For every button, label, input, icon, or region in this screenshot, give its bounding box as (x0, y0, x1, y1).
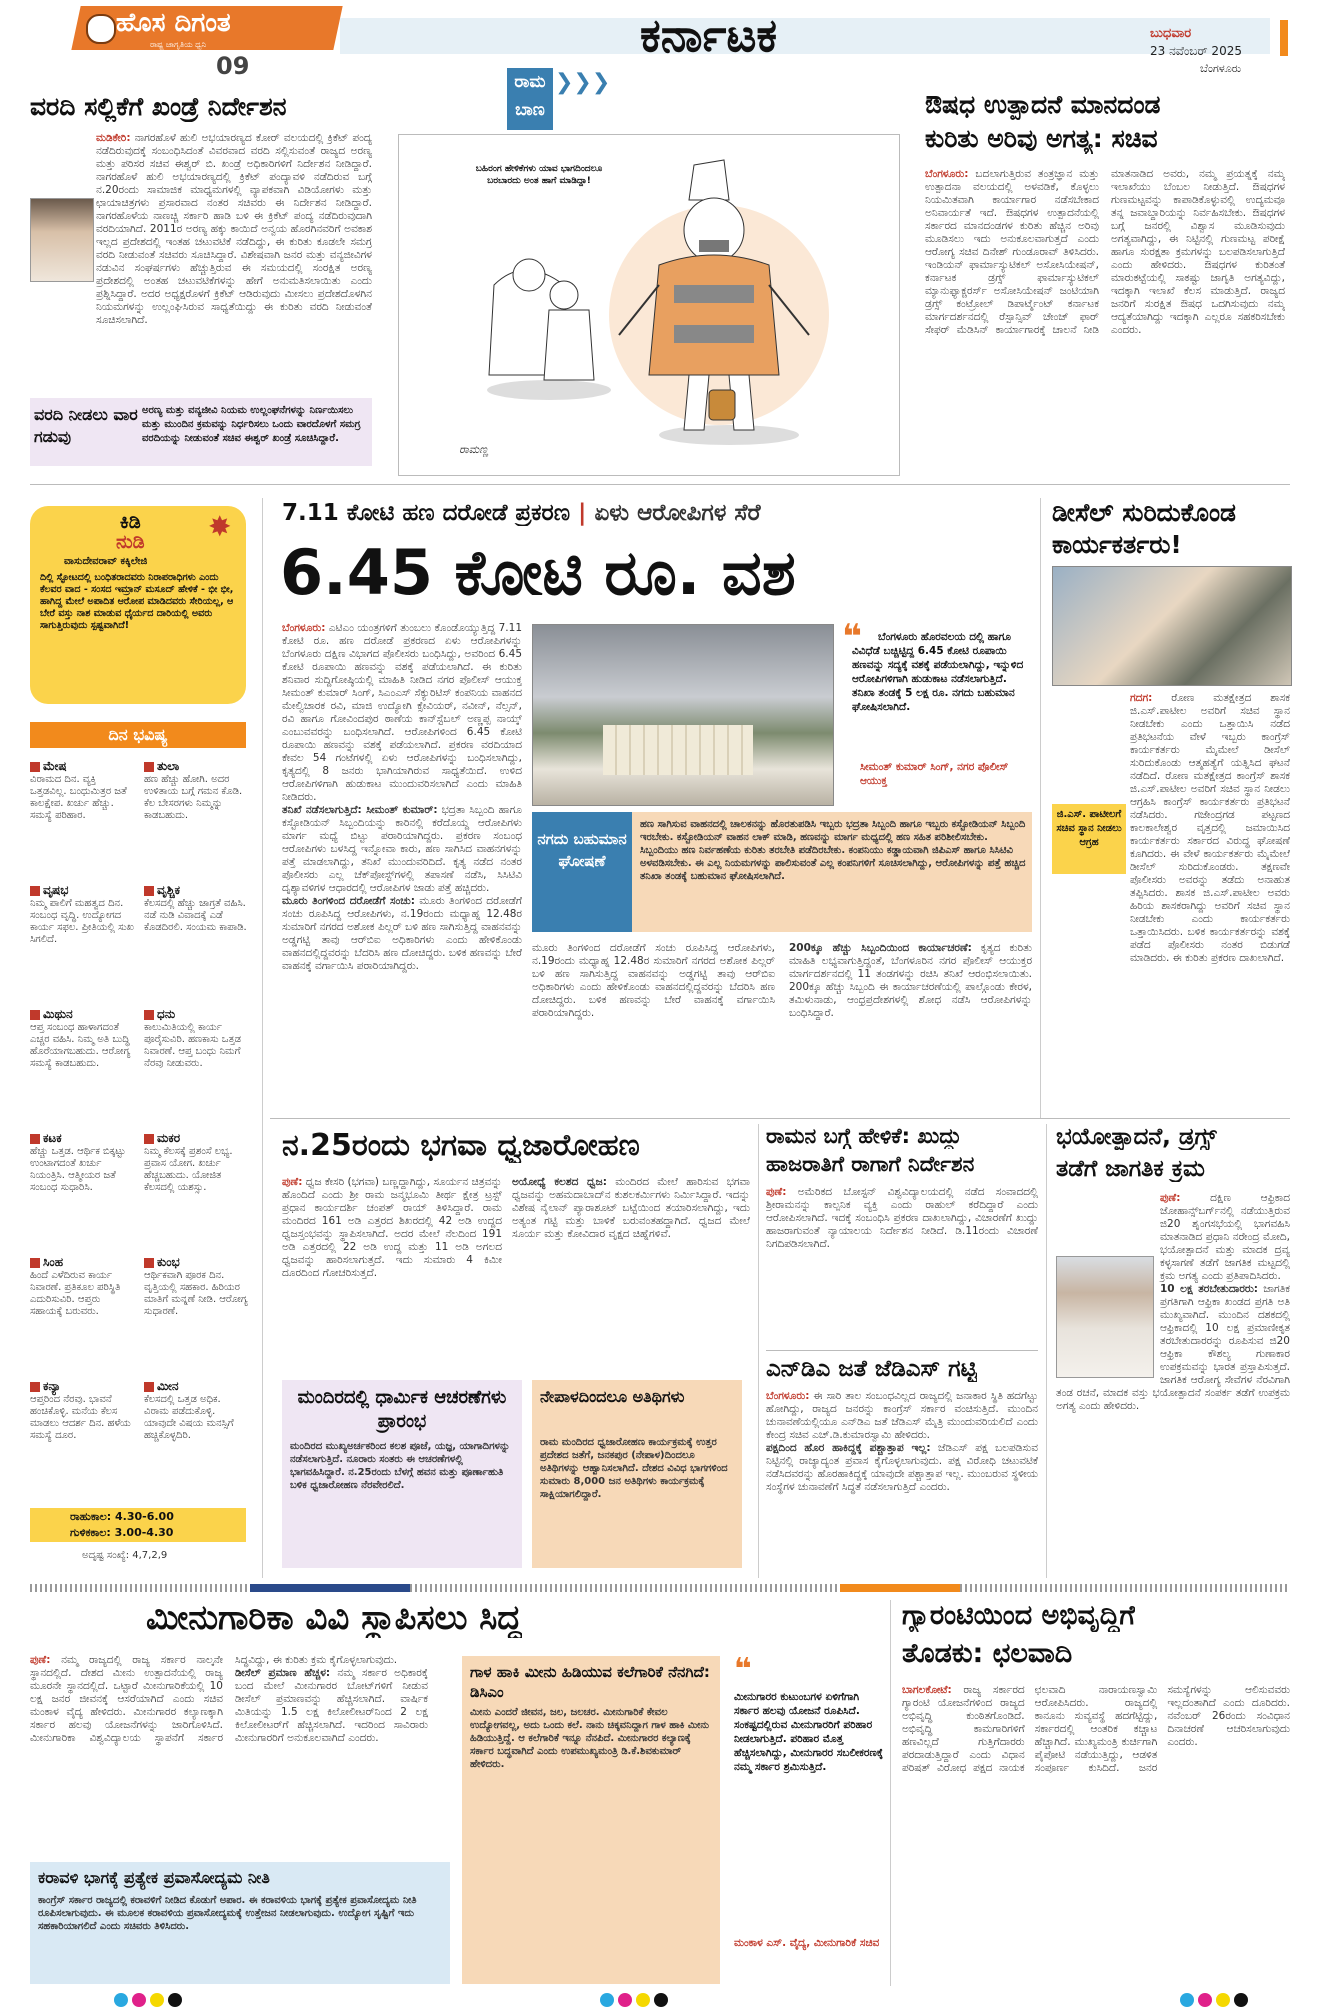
lead-quote-by: ಸೀಮಂತ್ ಕುಮಾರ್ ಸಿಂಗ್, ನಗರ ಪೊಲೀಸ್ ಆಯುಕ್ತ (860, 761, 1009, 787)
arrow-icon: ❯❯❯ (555, 70, 611, 95)
story6-sub: ಪಕ್ಷದಿಂದ ಹೊರ ಹಾಕಿದ್ದಕ್ಕೆ ಪಶ್ಚಾತ್ತಾಪ ಇಲ್ಲ: (766, 1442, 931, 1454)
story7-text2: ಜಾಗತಿಕ ಪ್ರಗತಿಗಾಗಿ ಆಫ್ರಿಕಾ ಖಂಡದ ಪ್ರಗತಿ ಅತಿ ಮುಖ್ಯವಾಗಿದೆ. ಮುಂದಿನ ದಶಕದಲ್ಲಿ ಆಫ್ರಿಕಾದಲ್ಲಿ 10 ಲಕ್ಷ ಪ್ರಮಾಣೀಕೃತ ತರಬೇತುದಾರರನ್ನು ರೂಪಿಸುವ ಜಿ20 ಆಫ್ರಿಕಾ ಕೌಶಲ್ಯ ಗುಣಾಕಾರ ಉಪಕ್ರಮವನ್ನು ಭಾರತ ಪ್ರಸ್ತಾಪಿಸುತ್ತದೆ. ಜಾಗತಿಕ ಆರೋಗ್ಯ ಸೇವೆಗಳ ನೆರವಿಗಾಗಿ ತಂಡ ರಚನೆ, ಮಾದಕ ವಸ್ತು ಭಯೋತ್ಪಾದನೆ ಸಂಪರ್ಕ ತಡೆಗೆ ಉಪಕ್ರಮ ಅಗತ್ಯ ಎಂದು ಹೇಳಿದರು. (1056, 1283, 1290, 1412)
date: 23 ನವೆಂಬರ್ 2025 (1150, 44, 1242, 58)
story1-body (30, 132, 372, 390)
story2-headline-line2: ಕುರಿತು ಅರಿವು ಅಗತ್ಯ: ಸಚಿವ (925, 124, 1158, 153)
story9-text: ರಾಜ್ಯ ಸರ್ಕಾರದ ಗ್ಯಾರಂಟಿ ಯೋಜನೆಗಳಿಂದ ರಾಜ್ಯದ ಅಭಿವೃದ್ಧಿ ಕುಂಠಿತಗೊಂಡಿದೆ. ಅಭಿವೃದ್ಧಿ ಕಾಮಗಾರಿಗಳಿಗೆ ಹಣವಿಲ್ಲದೆ ಗುತ್ತಿಗೆದಾರರು ಪರದಾಡುತ್ತಿದ್ದಾರೆ ಎಂದು ವಿಧಾನ ಪರಿಷತ್ ವಿರೋಧ ಪಕ್ಷದ ನಾಯಕ ಛಲವಾದಿ ನಾರಾಯಣಸ್ವಾಮಿ ಆರೋಪಿಸಿದರು. ರಾಜ್ಯದಲ್ಲಿ ಕಾನೂನು ಸುವ್ಯವಸ್ಥೆ ಹದಗೆಟ್ಟಿದ್ದು, ಸರ್ಕಾರದಲ್ಲಿ ಆಂತರಿಕ ಕಚ್ಚಾಟ ಹೆಚ್ಚಾಗಿದೆ. ಮುಖ್ಯಮಂತ್ರಿ ಕುರ್ಚಿಗಾಗಿ ಪೈಪೋಟಿ ನಡೆಯುತ್ತಿದ್ದು, ಆಡಳಿತ ಸಂಪೂರ್ಣ ಕುಸಿದಿದೆ. ಜನರ ಸಮಸ್ಯೆಗಳನ್ನು ಆಲಿಸುವವರು ಇಲ್ಲದಂತಾಗಿದೆ ಎಂದು ದೂರಿದರು. ನವೆಂಬರ್ 26ರಂದು ಸಂವಿಧಾನ ದಿನಾಚರಣೆ ಆಚರಿಸಲಾಗುವುದು ಎಂದರು. (902, 1684, 1290, 1774)
rahukala: ರಾಹುಕಾಲ: 4.30-6.00 (70, 1510, 174, 1523)
lead-sub3: 200ಕ್ಕೂ ಹೆಚ್ಚು ಸಿಬ್ಬಂದಿಯಿಂದ ಕಾರ್ಯಾಚರಣೆ: (789, 942, 972, 954)
story4-dateline: ಪುಣೆ: (282, 1176, 303, 1188)
lead-photo (532, 624, 834, 806)
reward-text: ಹಣ ಸಾಗಿಸುವ ವಾಹನದಲ್ಲಿ ಚಾಲಕನನ್ನು ಹೊರತುಪಡಿಸಿ ಇಬ್ಬರು ಭದ್ರತಾ ಸಿಬ್ಬಂದಿ ಹಾಗೂ ಇಬ್ಬರು ಕಸ್ಟೋಡಿಯನ್ ಸಿಬ್ಬಂದಿ ಇರಬೇಕು. ಕಸ್ಟೋಡಿಯನ್ ವಾಹನ ಲಾಕ್ ಮಾಡಿ, ಹಣವನ್ನು ಮಾರ್ಗ ಮಧ್ಯದಲ್ಲಿ ಹಣ ಸಹಿತ ಪರಿಶೀಲಿಸಬೇಕು. ಸಿಬ್ಬಂದಿಯು ಹಣ ನಿರ್ವಹಣೆಯ ಕುರಿತು ತರಬೇತಿ ಪಡೆದಿರಬೇಕು. ಕಂಪನಿಯು ಕಡ್ಡಾಯವಾಗಿ ಜಿಪಿಎಸ್ ಹಾಗೂ ಸಿಸಿಟಿವಿ ಅಳವಡಿಸಬೇಕು. ಈ ಎಲ್ಲ ನಿಯಮಗಳನ್ನು ಪಾಲಿಸುವಂತೆ ಎಲ್ಲ ಕಂಪನಿಗಳಿಗೆ ಸೂಚಿಸಲಾಗಿದ್ದು, ಆರೋಪಿಗಳನ್ನು ಪತ್ತೆ ಹಚ್ಚಿದ ತನಿಖಾ ತಂಡಕ್ಕೆ ಬಹುಮಾನ ಘೋಷಿಸಲಾಗಿದೆ. (640, 819, 1026, 882)
divider (270, 1118, 1290, 1119)
kidi-body: ದಿಲ್ಲಿ ಸ್ಫೋಟದಲ್ಲಿ ಬಂಧಿತರಾದವರು ನಿರಾಪರಾಧಿಗಳು ಎಂದು ಕೆಲವರ ವಾದ - ಸಂಸದ ಇಮ್ರಾನ್ ಮಸೂದ್ ಹೇಳಿಕೆ - ಭೀ ಭೀ, ಹಾಗಿದ್ದ ಮೇಲೆ ಅಪಾದಿತ ಆರೋಪ ಮಾಡಿದವರು ಸೇರಿಯಲ್ಲ, ಆ ಬೇರೆ ವಸ್ತು ನಾಶ ಮಾಡುವ ಧೈರ್ಯದ ದಾರಿಯಲ್ಲಿ ಅವರು ಸಾಗುತ್ತಿರುವುದು ಸ್ಪಷ್ಟವಾಗಿದೆ! (40, 572, 234, 631)
logo-emblem-icon (86, 14, 116, 44)
zodiac-icon (30, 762, 40, 772)
lead-text3-repeat: ಮೂರು ತಿಂಗಳಿಂದ ದರೋಡೆಗೆ ಸಂಚು ರೂಪಿಸಿದ್ದ ಆರೋಪಿಗಳು, ನ.19ರಂದು ಮಧ್ಯಾಹ್ನ 12.48ರ ಸುಮಾರಿಗೆ ನಗರದ ಅಶೋಕ ಪಿಲ್ಲರ್ ಬಳಿ ಹಣ ಸಾಗಿಸುತ್ತಿದ್ದ ವಾಹನವನ್ನು ಅಡ್ಡಗಟ್ಟಿ ತಾವು ಆರ್‌ಬಿಐ ಅಧಿಕಾರಿಗಳು ಎಂದು ಹೇಳಿಕೊಂಡು ವಾಹನದಲ್ಲಿದ್ದವರನ್ನು ಬೆದರಿಸಿ ಹಣ ದೋಚಿದ್ದರು. ಬಳಿಕ ಹಣವನ್ನು ಬೇರೆ ವಾಹನಕ್ಕೆ ವರ್ಗಾಯಿಸಿ ಪರಾರಿಯಾಗಿದ್ದರು. (532, 942, 775, 1019)
city: ಬೆಂಗಳೂರು (1200, 62, 1242, 75)
rashi-vrishchika: ವೃಶ್ಚಿಕ ಕೆಲಸದಲ್ಲಿ ಹೆಚ್ಚು ಜಾಗ್ರತೆ ವಹಿಸಿ. ನಡೆ ನುಡಿ ವಿವಾದಕ್ಕೆ ಎಡೆ ಕೊಡದಿರಲಿ. ಸಂಯಮ ಕಾಪಾಡಿ. (144, 883, 247, 933)
zodiac-icon (30, 1010, 40, 1020)
story7-headline-line2: ತಡೆಗೆ ಜಾಗತಿಕ ಕ್ರಮ (1056, 1156, 1205, 1182)
rashi-mithuna: ಮಿಥುನ ಆಪ್ತ ಸಂಬಂಧ ಹಾಳಾಗದಂತೆ ಎಚ್ಚರ ವಹಿಸಿ. ನಿಮ್ಮ ಅತಿ ಬುದ್ಧಿ ಹೊರೆಯಾಗಬಹುದು. ಆರೋಗ್ಯ ಸಮಸ್ಯೆ ಕಾಡಬಹುದು. (30, 1007, 131, 1069)
story5-headline-line2: ಹಾಜರಾತಿಗೆ ರಾಗಾಗೆ ನಿರ್ದೇಶನ (766, 1152, 975, 1176)
zodiac-icon (144, 1258, 154, 1268)
ritual-box-text: ಮಂದಿರದ ಮುಖ್ಯಅರ್ಚಕರಿಂದ ಕಲಶ ಪೂಜೆ, ಯಜ್ಞ, ಯಾಗಾದಿಗಳನ್ನು ನಡೆಸಲಾಗುತ್ತಿದೆ. ನೂರಾರು ಸಂತರು ಈ ಆಚರಣೆಗಳಲ್ಲಿ ಭಾಗವಹಿಸಿದ್ದಾರೆ. ನ.25ರಂದು ಬೆಳಗ್ಗೆ ಹವನ ಮತ್ತು ಪೂರ್ಣಾಹುತಿ ಬಳಿಕ ಧ್ವಜಾರೋಹಣ ನೆರವೇರಲಿದೆ. (290, 1441, 511, 1491)
section-title: ಕರ್ನಾಟಕ (640, 8, 778, 62)
story3-box: ಜಿ.ಎಸ್. ಪಾಟೀಲಗೆ ಸಚಿವ ಸ್ಥಾನ ನೀಡಲು ಆಗ್ರಹ (1052, 804, 1126, 874)
rashi-kanya: ಕನ್ಯಾ ಆಪ್ತರಿಂದ ನೆರವು. ಭಾವನೆ ಹಂಚಿಕೊಳ್ಳಿ. ಮನೆಯ ಕೆಲಸ ಮಾಡಲು ಆದರ್ಶ ದಿನ. ಹಳೆಯ ಸಮಸ್ಯೆ ದೂರ. (30, 1379, 131, 1441)
zodiac-icon (30, 1382, 40, 1392)
spark-icon: ✸ (208, 510, 232, 543)
lead-body (282, 622, 522, 1108)
story2-headline-line1: ಔಷಧ ಉತ್ಪಾದನೆ ಮಾನದಂಡ (925, 90, 1161, 119)
story5-text: ಅಮೆರಿಕದ ಬೋಸ್ಟನ್ ವಿಶ್ವವಿದ್ಯಾಲಯದಲ್ಲಿ ನಡೆದ ಸಂವಾದದಲ್ಲಿ ಶ್ರೀರಾಮನನ್ನು ಕಾಲ್ಪನಿಕ ವ್ಯಕ್ತಿ ಎಂದು ರಾಹುಲ್ ಕರೆದಿದ್ದಾರೆ ಎಂದು ಆರೋಪಿಸಲಾಗಿದೆ. ಇದಕ್ಕೆ ಸಂಬಂಧಿಸಿ ಪ್ರಕರಣ ದಾಖಲಾಗಿದ್ದು, ವಿಚಾರಣೆಗೆ ಖುದ್ದು ಹಾಜರಾಗುವಂತೆ ನ್ಯಾಯಾಲಯ ನಿರ್ದೇಶನ ನೀಡಿದೆ. ಡಿ.11ರಂದು ವಿಚಾರಣೆ ನಿಗದಿಪಡಿಸಲಾಗಿದೆ. (766, 1186, 1038, 1250)
zodiac-icon (30, 886, 40, 896)
story6-text2: ಜೆಡಿಎಸ್ ಪಕ್ಷ ಬಲಪಡಿಸುವ ನಿಟ್ಟಿನಲ್ಲಿ ರಾಜ್ಯಾದ್ಯಂತ ಪ್ರವಾಸ ಕೈಗೊಳ್ಳಲಾಗುವುದು. ಪಕ್ಷ ವಿರೋಧಿ ಚಟುವಟಿಕೆ ನಡೆಸಿದವರನ್ನು ಹೊರಹಾಕಿದ್ದಕ್ಕೆ ಯಾವುದೇ ಪಶ್ಚಾತ್ತಾಪ ಇಲ್ಲ. ಮುಂಬರುವ ಸ್ಥಳೀಯ ಸಂಸ್ಥೆಗಳ ಚುನಾವಣೆಗೆ ಸಿದ್ಧತೆ ನಡೆಸಲಾಗುತ್ತಿದೆ ಎಂದರು. (766, 1442, 1038, 1493)
zodiac-icon (144, 1010, 154, 1020)
registration-marks (114, 1992, 186, 2011)
coastal-box-text: ಕಾಂಗ್ರೆಸ್ ಸರ್ಕಾರ ರಾಜ್ಯದಲ್ಲಿ ಕರಾವಳಿಗೆ ನೀಡಿದ ಕೊಡುಗೆ ಅಪಾರ. ಈ ಕರಾವಳಿಯ ಭಾಗಕ್ಕೆ ಪ್ರತ್ಯೇಕ ಪ್ರವಾಸೋದ್ಯಮ ನೀತಿ ರೂಪಿಸಲಾಗುವುದು. ಈ ಮೂಲಕ ಕರಾವಳಿಯ ಪ್ರವಾಸೋದ್ಯಮಕ್ಕೆ ಉತ್ತೇಜನ ನೀಡಲಾಗುವುದು. ಉದ್ಯೋಗ ಸೃಷ್ಟಿಗೆ ಇದು ಸಹಕಾರಿಯಾಗಲಿದೆ ಎಂದು ಸಚಿವರು ತಿಳಿಸಿದರು. (38, 1895, 417, 1932)
zodiac-icon (30, 1134, 40, 1144)
day: ಬುಧವಾರ (1150, 26, 1192, 41)
rashi-makara: ಮಕರ ನಿಮ್ಮ ಕೆಲಸಕ್ಕೆ ಪ್ರಶಂಸೆ ಲಭ್ಯ. ಪ್ರವಾಸ ಯೋಗ. ಖರ್ಚು ಹೆಚ್ಚಬಹುದು. ಯೋಜಿತ ಕೆಲಸದಲ್ಲಿ ಯಶಸ್ಸು. (144, 1131, 233, 1193)
fishing-box-text: ಮೀನು ಎಂದರೆ ಜೀವನ, ಜಲ, ಜಲಚರ. ಮೀನುಗಾರಿಕೆ ಕೇವಲ ಉದ್ಯೋಗವಲ್ಲ, ಅದು ಒಂದು ಕಲೆ. ನಾನು ಚಿಕ್ಕವನಿದ್ದಾಗ ಗಾಳ ಹಾಕಿ ಮೀನು ಹಿಡಿಯುತ್ತಿದ್ದೆ. ಆ ಕಲೆಗಾರಿಕೆ ಇನ್ನೂ ನೆನಪಿದೆ. ಮೀನುಗಾರರ ಕಲ್ಯಾಣಕ್ಕೆ ಸರ್ಕಾರ ಬದ್ಧವಾಗಿದೆ ಎಂದು ಉಪಮುಖ್ಯಮಂತ್ರಿ ಡಿ.ಕೆ.ಶಿವಕುಮಾರ್ ಹೇಳಿದರು. (470, 1707, 710, 1770)
lead-kicker-text: 7.11 ಕೋಟಿ ಹಣ ದರೋಡೆ ಪ್ರಕರಣ (282, 500, 571, 526)
zodiac-icon (30, 1258, 40, 1268)
registration-marks (600, 1992, 672, 2011)
rashi-dhanu: ಧನು ಕಾಲುಮಿತಿಯಲ್ಲಿ ಕಾರ್ಯ ಪೂರೈಸುವಿರಿ. ಹಣಕಾಸು ಒತ್ತಡ ನಿವಾರಣೆ. ಆಪ್ತ ಬಂಧು ನಿಮಗೆ ನೆರವು ನೀಡುವರು. (144, 1007, 242, 1069)
story1-headline: ವರದಿ ಸಲ್ಲಿಕೆಗೆ ಖಂಡ್ರೆ ನಿರ್ದೇಶನ (30, 92, 287, 121)
fishing-box (462, 1656, 720, 1984)
section-rule-accent (250, 1584, 410, 1592)
story2-dateline: ಬೆಂಗಳೂರು: (925, 168, 969, 180)
divider (766, 1350, 1038, 1351)
rashi-kataka: ಕಟಕ ಹೆಚ್ಚು ಒತ್ತಡ. ಆರ್ಥಿಕ ಬಿಕ್ಕಟ್ಟು ಉಂಟಾಗದಂತೆ ಖರ್ಚು ನಿಯಂತ್ರಿಸಿ. ಆತ್ಮೀಯರ ಜತೆ ಸಂಬಂಧ ಸುಧಾರಿಸಿ. (30, 1131, 126, 1193)
story5-dateline: ಪುಣೆ: (766, 1186, 787, 1198)
horoscope-title: ದಿನ ಭವಿಷ್ಯ (108, 725, 168, 744)
lead-quote: ಬೆಂಗಳೂರು ಹೊರವಲಯ ದಲ್ಲಿ ಹಾಗೂ ವಿವಿಧೆಡೆ ಬಚ್ಚಿಟ್ಟಿದ್ದ 6.45 ಕೋಟಿ ರೂಪಾಯಿ ಹಣವನ್ನು ಸದ್ಯಕ್ಕೆ ವಶಕ್ಕೆ ಪಡೆಯಲಾಗಿದ್ದು, ಇನ್ನುಳಿದ ಆರೋಪಿಗಳಿಗಾಗಿ ಹುಡುಕಾಟ ನಡೆಸಲಾಗುತ್ತಿದೆ. ತನಿಖಾ ತಂಡಕ್ಕೆ 5 ಲಕ್ಷ ರೂ. ನಗದು ಬಹುಮಾನ ಘೋಷಿಸಲಾಗಿದೆ. (852, 631, 1024, 713)
story6-text: ಈ ಸಾರಿ ತಾಲ ಸಂಬಂಧವಿಲ್ಲದ ರಾಜ್ಯದಲ್ಲಿ ಜನಾಕಾರ ಸ್ಥಿತಿ ಹದಗೆಟ್ಟು ಹೋಗಿದ್ದು, ರಾಜ್ಯದ ಜನರನ್ನು ಕಾಂಗ್ರೆಸ್ ಸರ್ಕಾರ ವಂಚಿಸುತ್ತಿದೆ. ಮುಂದಿನ ಚುನಾವಣೆಯಲ್ಲಿಯೂ ಎನ್‌ಡಿಎ ಜತೆ ಜೆಡಿಎಸ್ ಮೈತ್ರಿ ಮುಂದುವರಿಯಲಿದೆ ಎಂದು ಕೇಂದ್ರ ಸಚಿವ ಎಚ್.ಡಿ.ಕುಮಾರಸ್ವಾಮಿ ಹೇಳಿದರು. (766, 1390, 1038, 1441)
fishing-box-title: ಗಾಳ ಹಾಕಿ ಮೀನು ಹಿಡಿಯುವ ಕಲೆಗಾರಿಕೆ ನೆನಗಿದೆ: ಡಿಸಿಎಂ (470, 1663, 710, 1701)
logo-subtitle: ರಾಷ್ಟ್ರ ಜಾಗೃತಿಯ ಧ್ವನಿ (150, 40, 207, 49)
cartoon-speech: ಬಹಿರಂಗ ಹೇಳಿಕೆಗಳು ಯಾವ ಭಾಗದಿಂದಲೂ ಬರಬಾರದು ಅಂತ ಹಾಗೆ ಮಾಡಿದ್ದಾ! (475, 164, 603, 186)
registration-marks (1180, 1992, 1252, 2011)
cartoon-drawing (399, 135, 899, 475)
page-number: 09 (216, 52, 250, 80)
story7-sub: 10 ಲಕ್ಷ ತರಬೇತುದಾರರು: (1160, 1283, 1259, 1295)
coastal-box (30, 1862, 450, 1984)
cartoon (398, 134, 900, 476)
story8-quote-by: ಮಂಕಾಳ ಎಸ್. ವೈದ್ಯ, ಮೀನುಗಾರಿಕೆ ಸಚಿವ (734, 1937, 880, 1949)
rashi-kumbha: ಕುಂಭ ಆರ್ಥಿಕವಾಗಿ ಪೂರಕ ದಿನ. ವೃತ್ತಿಯಲ್ಲಿ ಸಹಕಾರ. ಹಿರಿಯರ ಮಾತಿಗೆ ಮನ್ನಣೆ ನೀಡಿ. ಆರೋಗ್ಯ ಸುಧಾರಣೆ. (144, 1255, 248, 1317)
story2-body (925, 168, 1285, 468)
quote-icon: ❝ (842, 617, 862, 657)
story3-text: ರೋಣ ಮತಕ್ಷೇತ್ರದ ಶಾಸಕ ಜಿ.ಎಸ್.ಪಾಟೀಲ ಅವರಿಗೆ ಸಚಿವ ಸ್ಥಾನ ನೀಡಬೇಕು ಎಂದು ಒತ್ತಾಯಿಸಿ ನಡೆದ ಪ್ರತಿಭಟನೆಯ ವೇಳೆ ಇಬ್ಬರು ಕಾಂಗ್ರೆಸ್ ಕಾರ್ಯಕರ್ತರು ಮೈಮೇಲೆ ಡೀಸೆಲ್ ಸುರಿದುಕೊಂಡು ಆತ್ಮಹತ್ಯೆಗೆ ಯತ್ನಿಸಿದ ಘಟನೆ ನಡೆದಿದೆ. ರೋಣ ಮತಕ್ಷೇತ್ರದ ಕಾಂಗ್ರೆಸ್ ಶಾಸಕ ಜಿ.ಎಸ್.ಪಾಟೀಲ ಅವರಿಗೆ ಸಚಿವ ಸ್ಥಾನ ನೀಡಲು ಆಗ್ರಹಿಸಿ ಕಾಂಗ್ರೆಸ್ ಕಾರ್ಯಕರ್ತರು ಪ್ರತಿಭಟನೆ ನಡೆಸಿದರು. ಗಜೇಂದ್ರಗಡ ಪಟ್ಟಣದ ಕಾಲಕಾಲೇಶ್ವರ ವೃತ್ತದಲ್ಲಿ ಜಮಾಯಿಸಿದ ಕಾರ್ಯಕರ್ತರು ಸರ್ಕಾರದ ವಿರುದ್ಧ ಘೋಷಣೆ ಕೂಗಿದರು. ಈ ವೇಳೆ ಕಾರ್ಯಕರ್ತರು ಮೈಮೇಲೆ ಡೀಸೆಲ್ ಸುರಿದುಕೊಂಡರು. ತಕ್ಷಣವೇ ಪೊಲೀಸರು ಅವರನ್ನು ತಡೆದು ಅನಾಹುತ ತಪ್ಪಿಸಿದರು. ಶಾಸಕ ಜಿ.ಎಸ್.ಪಾಟೀಲ ಅವರು ಹಿರಿಯ ಶಾಸಕರಾಗಿದ್ದು ಅವರಿಗೆ ಸಚಿವ ಸ್ಥಾನ ನೀಡಬೇಕು ಎಂದು ಕಾರ್ಯಕರ್ತರು ಒತ್ತಾಯಿಸಿದರು. ಬಳಿಕ ಕಾರ್ಯಕರ್ತರನ್ನು ವಶಕ್ಕೆ ಪಡೆದ ಪೊಲೀಸರು ನಂತರ ಬಿಡುಗಡೆ ಮಾಡಿದರು. ಈ ಕುರಿತು ಪ್ರಕರಣ ದಾಖಲಾಗಿದೆ. (1130, 692, 1290, 964)
story6-headline: ಎನ್‌ಡಿಎ ಜತೆ ಜೆಡಿಎಸ್ ಗಟ್ಟಿ (766, 1356, 978, 1382)
rashi-vrishabha: ವೃಷಭ ನಿಮ್ಮ ಪಾಲಿಗೆ ಮಹತ್ವದ ದಿನ. ಸಂಬಂಧ ವೃದ್ಧಿ. ಉದ್ಯೋಗದ ಕಾರ್ಯ ಸಫಲ. ಪ್ರೀತಿಯಲ್ಲಿ ಸುಖ ಸಿಗಲಿದೆ. (30, 883, 134, 945)
kidi-author: ವಾಸುದೇವರಾವ್ ಕಕ್ಕಿಲೇಜಿ (64, 556, 148, 567)
story4-col2-title: ಅಯೋಧ್ಯೆ ಕಲಶದ ಧ್ವಜ: (512, 1176, 607, 1188)
section-rule-accent (840, 1584, 960, 1592)
cartoon-signature: ರಾಮಣ್ಣ (459, 443, 489, 456)
story8-headline: ಮೀನುಗಾರಿಕಾ ವಿವಿ ಸ್ಥಾಪಿಸಲು ಸಿದ್ಧ (146, 1598, 522, 1638)
story8-quote: ಮೀನುಗಾರರ ಕುಟುಂಬಗಳ ಏಳಿಗೆಗಾಗಿ ಸರ್ಕಾರ ಹಲವು ಯೋಜನೆ ರೂಪಿಸಿದೆ. ಸಂಕಷ್ಟದಲ್ಲಿರುವ ಮೀನುಗಾರರಿಗೆ ಪರಿಹಾರ ನೀಡಲಾಗುತ್ತಿದೆ. ಪರಿಹಾರ ಮೊತ್ತ ಹೆಚ್ಚಿಸಲಾಗಿದ್ದು, ಮೀನುಗಾರರ ಸಬಲೀಕರಣಕ್ಕೆ ನಮ್ಮ ಸರ್ಕಾರ ಶ್ರಮಿಸುತ್ತಿದೆ. (734, 1691, 883, 1773)
story4-col2 (512, 1176, 750, 1376)
story1-text: ನಾಗರಹೊಳೆ ಹುಲಿ ಅಭಯಾರಣ್ಯದ ಕೋರ್ ವಲಯದಲ್ಲಿ ಕ್ರಿಕೆಟ್ ಪಂದ್ಯ ನಡೆದಿರುವುದಕ್ಕೆ ಸಂಬಂಧಿಸಿದಂತೆ ವಿವರವಾದ ವರದಿ ಸಲ್ಲಿಸುವಂತೆ ರಾಜ್ಯದ ಅರಣ್ಯ ಮತ್ತು ಪರಿಸರ ಸಚಿವ ಈಶ್ವರ್ ಬಿ. ಖಂಡ್ರೆ ಅಧಿಕಾರಿಗಳಿಗೆ ನಿರ್ದೇಶನ ನೀಡಿದ್ದಾರೆ. ನಾಗರಹೊಳೆ ಹುಲಿ ಅಭಯಾರಣ್ಯದಲ್ಲಿ ಕ್ರಿಕೆಟ್ ಪಂದ್ಯಾವಳಿ ನಡೆದಿರುವ ಬಗ್ಗೆ ನ.20ರಂದು ಸಾಮಾಜಿಕ ಮಾಧ್ಯಮಗಳಲ್ಲಿ ವ್ಯಾಪಕವಾಗಿ ವಿಡಿಯೋಗಳು ಮತ್ತು ಛಾಯಾಚಿತ್ರಗಳು ಪ್ರಸಾರವಾದ ನಂತರ ಸಚಿವರು ಈ ನಿರ್ದೇಶನ ನೀಡಿದ್ದಾರೆ. ನಾಗರಹೊಳೆಯ ನಾಣಚ್ಚಿ ಸರ್ಕಾರಿ ಹಾಡಿ ಬಳಿ ಈ ಕ್ರಿಕೆಟ್ ಪಂದ್ಯ ನಡೆದಿರುವುದಾಗಿ ವರದಿಯಾಗಿದೆ. 2011ರ ಅರಣ್ಯ ಹಕ್ಕು ಕಾಯಿದೆ ಅನ್ವಯ ಹೊರಗಿನವರಿಗೆ ಅವಕಾಶ ಇಲ್ಲದ ಪ್ರದೇಶದಲ್ಲಿ ಇಂತಹ ಚಟುವಟಿಕೆ ನಡೆದಿದ್ದು, ಈ ಕುರಿತು ಕೂಡಲೇ ಸಮಗ್ರ ವರದಿ ನೀಡುವಂತೆ ಸಚಿವರು ಸೂಚಿಸಿದ್ದಾರೆ. ವಿಶೇಷವಾಗಿ ಜನರ ಮತ್ತು ವನ್ಯಜೀವಿಗಳ ನಡುವಿನ ಸಂಘರ್ಷಗಳು ಹೆಚ್ಚುತ್ತಿರುವ ಈ ಸಮಯದಲ್ಲಿ ಸಂರಕ್ಷಿತ ಅರಣ್ಯ ಪ್ರದೇಶದಲ್ಲಿ ಅಂತಹ ಚಟುವಟಿಕೆಗಳನ್ನು ಹೇಗೆ ಅನುಮತಿಸಲಾಯಿತು ಎಂದು ಪ್ರಶ್ನಿಸಿದ್ದಾರೆ. ಅದರ ಅಧ್ಯಕ್ಷರೊಳಗೆ ಕ್ರಿಕೆಟ್ ಆಡಿರುವುದು ಮೀಸಲು ಪ್ರದೇಶದೊಳಗಿನ ನಿಯಮಗಳನ್ನು ಉಲ್ಲಂಘಿಸಿರುವ ಸಾಧ್ಯತೆಯಿದ್ದು ಈ ಕುರಿತು ವರದಿ ನೀಡುವಂತೆ ಸೂಚಿಸಲಾಗಿದೆ. (96, 132, 372, 326)
story7-dateline: ಪುಣೆ: (1160, 1192, 1181, 1204)
masthead-band (340, 18, 1270, 54)
story9-headline-line2: ತೊಡಕು: ಛಲವಾದಿ (902, 1638, 1073, 1669)
zodiac-icon (144, 1134, 154, 1144)
lead-kicker: 7.11 ಕೋಟಿ ಹಣ ದರೋಡೆ ಪ್ರಕರಣ | ಏಳು ಆರೋಪಿಗಳ ಸೆರೆ (282, 500, 761, 526)
lead-text2: ಭದ್ರತಾ ಸಿಬ್ಬಂದಿ ಹಾಗೂ ಕಸ್ಟೋಡಿಯನ್ ಸಿಬ್ಬಂದಿಯನ್ನು ಕಾರಿನಲ್ಲಿ ಕರೆದೊಯ್ದ ಆರೋಪಿಗಳು ಮಾರ್ಗ ಮಧ್ಯೆ ಬಿಟ್ಟು ಪರಾರಿಯಾಗಿದ್ದರು. ಪ್ರಕರಣ ಸಂಬಂಧ ಆರೋಪಿಗಳು ಬಳಸಿದ್ದ ಇನ್ನೋವಾ ಕಾರು, ಹಣ ಸಾಗಿಸಿದ ವಾಹನಗಳನ್ನು ಪತ್ತೆ ಮಾಡಲಾಗಿದ್ದು, ತನಿಖೆ ಮುಂದುವರಿದಿದೆ. ಕೃತ್ಯ ನಡೆದ ನಂತರ ಪೊಲೀಸರು ಎಲ್ಲ ಚೆಕ್‌ಪೋಸ್ಟ್‌ಗಳಲ್ಲಿ ತಪಾಸಣೆ ನಡೆಸಿ, ಸಿಸಿಟಿವಿ ದೃಶ್ಯಾವಳಿಗಳ ಆಧಾರದಲ್ಲಿ ಆರೋಪಿಗಳ ಜಾಡು ಪತ್ತೆ ಹಚ್ಚಿದರು. (282, 804, 522, 894)
story3-dateline: ಗದಗ: (1130, 692, 1153, 704)
zodiac-icon (144, 762, 154, 772)
lead-kicker2: ಏಳು ಆರೋಪಿಗಳ ಸೆರೆ (594, 500, 761, 526)
horoscope-title-bar (30, 722, 246, 748)
kidi-title-line2: ನುಡಿ (116, 531, 145, 553)
story5-body (766, 1186, 1038, 1344)
lead-headline: 6.45 ಕೋಟಿ ರೂ. ವಶ (280, 536, 796, 609)
rashi-simha: ಸಿಂಹ ಹಿಂದೆ ಎಳೆದಿರುವ ಕಾರ್ಯ ನಿವಾರಣೆ. ಪ್ರತಿಕೂಲ ಪರಿಸ್ಥಿತಿ ಎದುರಿಸುವಿರಿ. ಆಪ್ತರು ಸಹಾಯಕ್ಕೆ ಬರುವರು. (30, 1255, 121, 1317)
story3-headline-line1: ಡೀಸೆಲ್ ಸುರಿದುಕೊಂಡ (1052, 498, 1236, 527)
story8-text: ನಮ್ಮ ರಾಜ್ಯದಲ್ಲಿ ರಾಜ್ಯ ಸರ್ಕಾರ ನಾಲ್ಕನೇ ಸ್ಥಾನದಲ್ಲಿದೆ. ದೇಶದ ಮೀನು ಉತ್ಪಾದನೆಯಲ್ಲಿ ರಾಜ್ಯ ಮೂರನೇ ಸ್ಥಾನದಲ್ಲಿದೆ. ಒಟ್ಟಾರೆ ಮೀನುಗಾರಿಕೆಯಲ್ಲಿ 10 ಲಕ್ಷ ಜನರ ಜೀವನಕ್ಕೆ ಆಸರೆಯಾಗಿದೆ ಎಂದು ಸಚಿವ ಮಂಕಾಳ ವೈದ್ಯ ಹೇಳಿದರು. ಮೀನುಗಾರರ ಕಲ್ಯಾಣಕ್ಕಾಗಿ ಸರ್ಕಾರ ಹಲವು ಯೋಜನೆಗಳನ್ನು ಜಾರಿಗೊಳಿಸಿದೆ. ಮೀನುಗಾರಿಕಾ ವಿಶ್ವವಿದ್ಯಾಲಯ ಸ್ಥಾಪನೆಗೆ ಸರ್ಕಾರ ಸಿದ್ಧವಿದ್ದು, ಈ ಕುರಿತು ಕ್ರಮ ಕೈಗೊಳ್ಳಲಾಗುವುದು. (30, 1654, 398, 1744)
zodiac-icon (144, 1382, 154, 1392)
lead-sub2: ಮೂರು ತಿಂಗಳಿಂದ ದರೋಡೆಗೆ ಸಂಚು: (282, 895, 415, 907)
divider (890, 1600, 891, 1986)
kidi-nudi-box (30, 506, 246, 704)
story8-sub: ಡೀಸೆಲ್ ಪ್ರಮಾಣ ಹೆಚ್ಚಳ: (235, 1667, 331, 1679)
divider (1040, 498, 1041, 1118)
story1-box-title: ವರದಿ ನೀಡಲು ವಾರ ಗಡುವು (34, 405, 138, 446)
reward-title: ನಗದು ಬಹುಮಾನ ಘೋಷಣೆ (532, 812, 632, 932)
lead-dateline: ಬೆಂಗಳೂರು: (282, 622, 326, 634)
story9-dateline: ಬಾಗಲಕೋಟೆ: (902, 1684, 952, 1696)
rahukala-box (30, 1508, 246, 1542)
story4-headline: ನ.25ರಂದು ಭಗವಾ ಧ್ವಜಾರೋಹಣ (282, 1128, 640, 1163)
cartoon-tag (507, 68, 553, 130)
logo-text: ಹೊಸ ದಿಗಂತ (116, 8, 231, 38)
coastal-box-title: ಕರಾವಳಿ ಭಾಗಕ್ಕೆ ಪ್ರತ್ಯೇಕ ಪ್ರವಾಸೋದ್ಯಮ ನೀತಿ (38, 1868, 270, 1887)
story3-body (1052, 692, 1290, 1108)
rashi-tula: ತುಲಾ ಹಣ ಹೆಚ್ಚು ಹೋಗಿ. ಅದರ ಉಳಿತಾಯ ಬಗ್ಗೆ ಗಮನ ಕೊಡಿ. ಕೆಲ ಬೇಸರಗಳು ನಿಮ್ಮನ್ನು ಕಾಡಬಹುದು. (144, 759, 243, 821)
accent-bar (1280, 20, 1288, 56)
rashi-meena: ಮೀನ ಕೆಲಸದಲ್ಲಿ ಒತ್ತಡ ಅಧಿಕ. ವಿರಾಮ ಪಡೆದುಕೊಳ್ಳಿ. ಯಾವುದೇ ವಿಷಯ ಮನಸ್ಸಿಗೆ ಹಚ್ಚಿಕೊಳ್ಳದಿರಿ. (144, 1379, 234, 1441)
story7-body (1056, 1192, 1290, 1572)
kidi-title (116, 512, 145, 552)
nepal-box-title: ನೇಪಾಳದಿಂದಲೂ ಅತಿಥಿಗಳು (540, 1387, 685, 1406)
story7-headline-line1: ಭಯೋತ್ಪಾದನೆ, ಡ್ರಗ್ಸ್ (1056, 1124, 1217, 1150)
story8-text2: ನಮ್ಮ ಸರ್ಕಾರ ಅಧಿಕಾರಕ್ಕೆ ಬಂದ ಮೇಲೆ ಮೀನುಗಾರರ ಬೋಟ್‌ಗಳಿಗೆ ನೀಡುವ ಡೀಸೆಲ್ ಪ್ರಮಾಣವನ್ನು ಹೆಚ್ಚಿಸಲಾಗಿದೆ. ವಾರ್ಷಿಕ ಮಿತಿಯನ್ನು 1.5 ಲಕ್ಷ ಕಿಲೋಲೀಟರ್‌ನಿಂದ 2 ಲಕ್ಷ ಕಿಲೋಲೀಟರ್‌ಗೆ ಹೆಚ್ಚಿಸಲಾಗಿದೆ. ಇದರಿಂದ ಸಾವಿರಾರು ಮೀನುಗಾರರಿಗೆ ಅನುಕೂಲವಾಗಿದೆ ಎಂದರು. (235, 1667, 428, 1744)
story4-text: ಧ್ವಜ ಕೇಸರಿ (ಭಗವಾ) ಬಣ್ಣದ್ದಾಗಿದ್ದು, ಸೂರ್ಯನ ಚಿತ್ರವನ್ನು ಹೊಂದಿದೆ ಎಂದು ಶ್ರೀ ರಾಮ ಜನ್ಮಭೂಮಿ ತೀರ್ಥ ಕ್ಷೇತ್ರ ಟ್ರಸ್ಟ್ ಪ್ರಧಾನ ಕಾರ್ಯದರ್ಶಿ ಚಂಪತ್ ರಾಯ್ ತಿಳಿಸಿದ್ದಾರೆ. ರಾಮ ಮಂದಿರದ 161 ಅಡಿ ಎತ್ತರದ ಶಿಖರದಲ್ಲಿ 42 ಅಡಿ ಉದ್ದದ ಧ್ವಜಸ್ತಂಭವನ್ನು ಸ್ಥಾಪಿಸಲಾಗಿದೆ. ಅದರ ಮೇಲೆ ನೆಲದಿಂದ 191 ಅಡಿ ಎತ್ತರದಲ್ಲಿ 22 ಅಡಿ ಉದ್ದ ಮತ್ತು 11 ಅಡಿ ಅಗಲದ ಧ್ವಜವನ್ನು ಹಾರಿಸಲಾಗುತ್ತದೆ. ಇದು ಸುಮಾರು 4 ಕಿಮೀ ದೂರದಿಂದ ಗೋಚರಿಸುತ್ತದೆ. (282, 1176, 502, 1279)
divider (262, 498, 263, 1578)
lead-text1: ಎಟಿಎಂ ಯಂತ್ರಗಳಿಗೆ ತುಂಬಲು ಕೊಂಡೊಯ್ಯುತ್ತಿದ್ದ 7.11 ಕೋಟಿ ರೂ. ಹಣ ದರೋಡೆ ಪ್ರಕರಣದ ಏಳು ಆರೋಪಿಗಳನ್ನು ಬೆಂಗಳೂರು ದಕ್ಷಿಣ ವಿಭಾಗದ ಪೊಲೀಸರು ಬಂಧಿಸಿದ್ದು, ಅವರಿಂದ 6.45 ಕೋಟಿ ರೂಪಾಯಿ ಹಣವನ್ನು ವಶಕ್ಕೆ ಪಡೆಯಲಾಗಿದೆ. ಈ ಕುರಿತು ಶನಿವಾರ ಸುದ್ದಿಗೋಷ್ಠಿಯಲ್ಲಿ ಮಾಹಿತಿ ನೀಡಿದ ನಗರ ಪೊಲೀಸ್ ಆಯುಕ್ತ ಸೀಮಂತ್ ಕುಮಾರ್ ಸಿಂಗ್, ಸಿಎಂಎಸ್ ಸೆಕ್ಯುರಿಟಿಸ್ ಕಂಪನಿಯ ವಾಹನದ ಮೇಲ್ವಿಚಾರಕ ರವಿ, ಮಾಜಿ ಉದ್ಯೋಗಿ ಕ್ಸೇವಿಯರ್, ನವೀನ್, ನೆಲ್ಸನ್, ರವಿ ಹಾಗೂ ಗೋವಿಂದಪುರ ಠಾಣೆಯ ಕಾನ್‌ಸ್ಟೆಬಲ್ ಅಣ್ಣಪ್ಪ ನಾಯ್ಕ್ ಎಂಬುವವರನ್ನು ಬಂಧಿಸಲಾಗಿದೆ. ಆರೋಪಿಗಳಿಂದ 6.45 ಕೋಟಿ ರೂಪಾಯಿ ಹಣವನ್ನು ವಶಕ್ಕೆ ಪಡೆಯಲಾಗಿದೆ. ಪ್ರಕರಣ ವರದಿಯಾದ ಕೇವಲ 54 ಗಂಟೆಗಳಲ್ಲಿ ಏಳು ಆರೋಪಿಗಳನ್ನು ಬಂಧಿಸಲಾಗಿದ್ದು, ಕೃತ್ಯದಲ್ಲಿ 8 ಜನರು ಭಾಗಿಯಾಗಿರುವ ಸಾಧ್ಯತೆಯಿದೆ. ಉಳಿದ ಆರೋಪಿಗಳಿಗಾಗಿ ಹುಡುಕಾಟ ಮುಂದುವರಿಸಲಾಗಿದೆ ಎಂದು ಮಾಹಿತಿ ನೀಡಿದರು. (282, 622, 522, 803)
story6-body (766, 1390, 1038, 1570)
gulikakala: ಗುಳಿಕಕಾಲ: 3.00-4.30 (70, 1526, 174, 1539)
lead-body-lower (532, 942, 1032, 1108)
story1-dateline: ಮಡಿಕೇರಿ: (96, 132, 131, 144)
ritual-box (282, 1380, 522, 1568)
story8-dateline: ಪುಣೆ: (30, 1654, 51, 1666)
story3-photo (1052, 566, 1292, 686)
story9-headline-line1: ಗ್ಯಾರಂಟಿಯಿಂದ ಅಭಿವೃದ್ಧಿಗೆ (902, 1600, 1136, 1631)
story7-text: ದಕ್ಷಿಣ ಆಫ್ರಿಕಾದ ಜೋಹಾನ್ಸ್‌ಬರ್ಗ್‌ನಲ್ಲಿ ನಡೆಯುತ್ತಿರುವ ಜಿ20 ಶೃಂಗಸಭೆಯಲ್ಲಿ ಭಾಗವಹಿಸಿ ಮಾತನಾಡಿದ ಪ್ರಧಾನಿ ನರೇಂದ್ರ ಮೋದಿ, ಭಯೋತ್ಪಾದನೆ ಮತ್ತು ಮಾದಕ ದ್ರವ್ಯ ಕಳ್ಳಸಾಗಣೆ ತಡೆಗೆ ಜಾಗತಿಕ ಮಟ್ಟದಲ್ಲಿ ಕ್ರಮ ಅಗತ್ಯ ಎಂದು ಪ್ರತಿಪಾದಿಸಿದರು. (1160, 1192, 1290, 1282)
divider (30, 484, 1290, 485)
reward-box (532, 812, 1032, 932)
nepal-box-text: ರಾಮ ಮಂದಿರದ ಧ್ವಜಾರೋಹಣ ಕಾರ್ಯಕ್ರಮಕ್ಕೆ ಉತ್ತರ ಪ್ರದೇಶದ ಜತೆಗೆ, ಜನಕಪುರ (ನೇಪಾಳ)ದಿಂದಲೂ ಅತಿಥಿಗಳನ್ನು ಆಹ್ವಾನಿಸಲಾಗಿದೆ. ದೇಶದ ವಿವಿಧ ಭಾಗಗಳಿಂದ ಸುಮಾರು 8,000 ಜನ ಅತಿಥಿಗಳು ಕಾರ್ಯಕ್ರಮಕ್ಕೆ ಸಾಕ್ಷಿಯಾಗಲಿದ್ದಾರೆ. (540, 1437, 728, 1500)
lucky-number: ಅದೃಷ್ಟ ಸಂಖ್ಯೆ: 4,7,2,9 (82, 1550, 168, 1561)
story1-box (30, 398, 372, 466)
story2-text: ಬದಲಾಗುತ್ತಿರುವ ತಂತ್ರಜ್ಞಾನ ಮತ್ತು ಉತ್ಪಾದನಾ ವಲಯದಲ್ಲಿ ಅಳವಡಿಕೆ, ಕೊಳ್ಳಲು ನಿಯಮಿತವಾಗಿ ಕಾರ್ಯಾಗಾರ ನಡೆಸಬೇಕಾದ ಅನಿವಾರ್ಯತೆ ಇದೆ. ಔಷಧಗಳ ಉತ್ಪಾದನೆಯಲ್ಲಿ ಸರ್ಕಾರದ ಮಾನದಂಡಗಳ ಕುರಿತು ಹೆಚ್ಚಿನ ಅರಿವು ಮೂಡಿಸಲು ಇದು ಅನುಕೂಲವಾಗುತ್ತದೆ ಎಂದು ಆರೋಗ್ಯ ಸಚಿವ ದಿನೇಶ್ ಗುಂಡೂರಾವ್ ತಿಳಿಸಿದರು. ಇಂಡಿಯನ್ ಫಾರ್ಮಾಸ್ಯುಟಿಕಲ್ ಅಸೋಸಿಯೇಷನ್, ಕರ್ನಾಟಕ ಡ್ರಗ್ಸ್ ಫಾರ್ಮಾಸ್ಯುಟಿಕಲ್ ಮ್ಯಾನುಫ್ಯಾಕ್ಚರರ್ಸ್ ಅಸೋಸಿಯೇಷನ್ ಜಂಟಿಯಾಗಿ ಡ್ರಗ್ಸ್ ಕಂಟ್ರೋಲ್ ಡಿಪಾರ್ಟ್ಮೆಂಟ್ ಕರ್ನಾಟಕ ಮಾರ್ಗದರ್ಶನದಲ್ಲಿ ರೆಸ್ಪಾನ್ಸಿವ್ ಚೇಂಜ್ ಫಾರ್ ಸೇಫರ್ ಮೆಡಿಸಿನ್ ಕಾರ್ಯಾಗಾರಕ್ಕೆ ಚಾಲನೆ ನೀಡಿ ಮಾತನಾಡಿದ ಅವರು, ನಮ್ಮ ಪ್ರಯತ್ನಕ್ಕೆ ನಮ್ಮ ಇಲಾಖೆಯು ಬೆಂಬಲ ನೀಡುತ್ತಿದೆ. ಔಷಧಗಳ ಗುಣಮಟ್ಟವನ್ನು ಕಾಪಾಡಿಕೊಳ್ಳುವಲ್ಲಿ ಉದ್ಯಮವೂ ತನ್ನ ಜವಾಬ್ದಾರಿಯನ್ನು ನಿರ್ವಹಿಸಬೇಕು. ಔಷಧಗಳ ಬಗ್ಗೆ ಜನರಲ್ಲಿ ವಿಶ್ವಾಸ ಮೂಡಿಸುವುದು ಅಗತ್ಯವಾಗಿದ್ದು, ಈ ನಿಟ್ಟಿನಲ್ಲಿ ಗುಣಮಟ್ಟ ಪರೀಕ್ಷೆ ಹಾಗೂ ಸುರಕ್ಷತಾ ಕ್ರಮಗಳನ್ನು ಬಲಪಡಿಸಲಾಗುತ್ತಿದೆ ಎಂದು ಹೇಳಿದರು. ಔಷಧಗಳ ಕುರಿತಂತೆ ಮಾರುಕಟ್ಟೆಯಲ್ಲಿ ಸಾಕಷ್ಟು ಜಾಗೃತಿ ಅಗತ್ಯವಿದ್ದು, ಇದಕ್ಕಾಗಿ ಇಲಾಖೆ ಕೆಲಸ ಮಾಡುತ್ತಿದೆ. ರಾಜ್ಯದ ಜನರಿಗೆ ಸುರಕ್ಷಿತ ಔಷಧ ಒದಗಿಸುವುದು ನಮ್ಮ ಆದ್ಯತೆಯಾಗಿದ್ದು ಇದಕ್ಕಾಗಿ ಎಲ್ಲರೂ ಸಹಕರಿಸಬೇಕು ಎಂದರು. (925, 168, 1285, 336)
rashi-mesha: ಮೇಷ ವಿರಾಮದ ದಿನ. ವ್ಯಕ್ತಿ ಒತ್ತಡವಿಲ್ಲ. ಬಂಧುಮಿತ್ರರ ಜತೆ ಕಾಲಕ್ಷೇಪ. ಖರ್ಚು ಹೆಚ್ಚು. ಸಮಸ್ಯೆ ಪರಿಹಾರ. (30, 759, 127, 821)
zodiac-icon (144, 886, 154, 896)
quote-icon: ❝ (734, 1652, 752, 1687)
story1-box-text: ಅರಣ್ಯ ಮತ್ತು ವನ್ಯಜೀವಿ ನಿಯಮ ಉಲ್ಲಂಘನೆಗಳನ್ನು ನಿರ್ಣಯಿಸಲು ಮತ್ತು ಮುಂದಿನ ಕ್ರಮವನ್ನು ನಿರ್ಧರಿಸಲು ಒಂದು ವಾರದೊಳಗೆ ಸಮಗ್ರ ವರದಿಯನ್ನು ನೀಡುವಂತೆ ಸಚಿವ ಈಶ್ವರ್ ಖಂಡ್ರೆ ಸೂಚಿಸಿದ್ದಾರೆ. (142, 405, 361, 444)
story4-body (282, 1176, 502, 1376)
story3-headline-line2: ಕಾರ್ಯಕರ್ತರು! (1052, 530, 1182, 559)
story4-col2-text: ಮಂದಿರದ ಮೇಲೆ ಹಾರಿಸುವ ಭಗವಾ ಧ್ವಜವನ್ನು ಅಹಮದಾಬಾದ್‌ನ ಕುಶಲಕರ್ಮಿಗಳು ನಿರ್ಮಿಸಿದ್ದಾರೆ. ಇದನ್ನು ವಿಶೇಷ ನೈಲಾನ್ ಪ್ಯಾರಾಶೂಟ್ ಬಟ್ಟೆಯಿಂದ ತಯಾರಿಸಲಾಗಿದ್ದು, ಇದು ಅತ್ಯಂತ ಗಟ್ಟಿ ಮತ್ತು ಬಾಳಿಕೆ ಬರುವಂತಹದ್ದಾಗಿದೆ. ಧ್ವಜದ ಮೇಲೆ ಸೂರ್ಯ ಮತ್ತು ಕೋವಿದಾರ ವೃಕ್ಷದ ಚಿಹ್ನೆಗಳಿವೆ. (512, 1176, 750, 1240)
section-rule (30, 1584, 1290, 1592)
masthead (0, 0, 1330, 78)
story9-body (902, 1684, 1290, 1984)
nepal-box (532, 1380, 742, 1568)
divider (1046, 1124, 1047, 1578)
story8-body (30, 1654, 428, 1854)
story5-headline-line1: ರಾಮನ ಬಗ್ಗೆ ಹೇಳಿಕೆ: ಖುದ್ದು (766, 1124, 962, 1148)
ritual-box-title: ಮಂದಿರದಲ್ಲಿ ಧಾರ್ಮಿಕ ಆಚರಣೆಗಳು ಪ್ರಾರಂಭ (297, 1387, 507, 1432)
lead-text3: ಮೂರು ತಿಂಗಳಿಂದ ದರೋಡೆಗೆ ಸಂಚು ರೂಪಿಸಿದ್ದ ಆರೋಪಿಗಳು, ನ.19ರಂದು ಮಧ್ಯಾಹ್ನ 12.48ರ ಸುಮಾರಿಗೆ ನಗರದ ಅಶೋಕ ಪಿಲ್ಲರ್ ಬಳಿ ಹಣ ಸಾಗಿಸುತ್ತಿದ್ದ ವಾಹನವನ್ನು ಅಡ್ಡಗಟ್ಟಿ ತಾವು ಆರ್‌ಬಿಐ ಅಧಿಕಾರಿಗಳು ಎಂದು ಹೇಳಿಕೊಂಡು ವಾಹನದಲ್ಲಿದ್ದವರನ್ನು ಬೆದರಿಸಿ ಹಣ ದೋಚಿದ್ದರು. ಬಳಿಕ ಹಣವನ್ನು ಬೇರೆ ವಾಹನಕ್ಕೆ ವರ್ಗಾಯಿಸಿ ಪರಾರಿಯಾಗಿದ್ದರು. (282, 895, 522, 972)
cartoon-tag-bottom: ಬಾಣ (515, 100, 545, 120)
cartoon-tag-top: ರಾಮ (514, 72, 546, 92)
story6-dateline: ಬೆಂಗಳೂರು: (766, 1390, 810, 1402)
lead-sub1: ತನಿಖೆ ನಡೆಸಲಾಗುತ್ತಿದೆ: ಸೀಮಂತ್ ಕುಮಾರ್: (282, 804, 438, 816)
divider (758, 1124, 759, 1578)
lead-text4: ಕೃತ್ಯದ ಕುರಿತು ಮಾಹಿತಿ ಲಭ್ಯವಾಗುತ್ತಿದ್ದಂತೆ, ಬೆಂಗಳೂರಿನ ನಗರ ಪೊಲೀಸ್ ಆಯುಕ್ತರ ಮಾರ್ಗದರ್ಶನದಲ್ಲಿ 11 ತಂಡಗಳನ್ನು ರಚಿಸಿ ತನಿಖೆ ಆರಂಭಿಸಲಾಯಿತು. 200ಕ್ಕೂ ಹೆಚ್ಚು ಸಿಬ್ಬಂದಿ ಈ ಕಾರ್ಯಾಚರಣೆಯಲ್ಲಿ ಪಾಲ್ಗೊಂಡು ಕೇರಳ, ತಮಿಳುನಾಡು, ಆಂಧ್ರಪ್ರದೇಶಗಳಲ್ಲಿ ಶೋಧ ನಡೆಸಿ ಆರೋಪಿಗಳನ್ನು ಬಂಧಿಸಿದ್ದಾರೆ. (789, 942, 1032, 1019)
kidi-title-line1: ಕಿಡಿ (119, 511, 141, 533)
